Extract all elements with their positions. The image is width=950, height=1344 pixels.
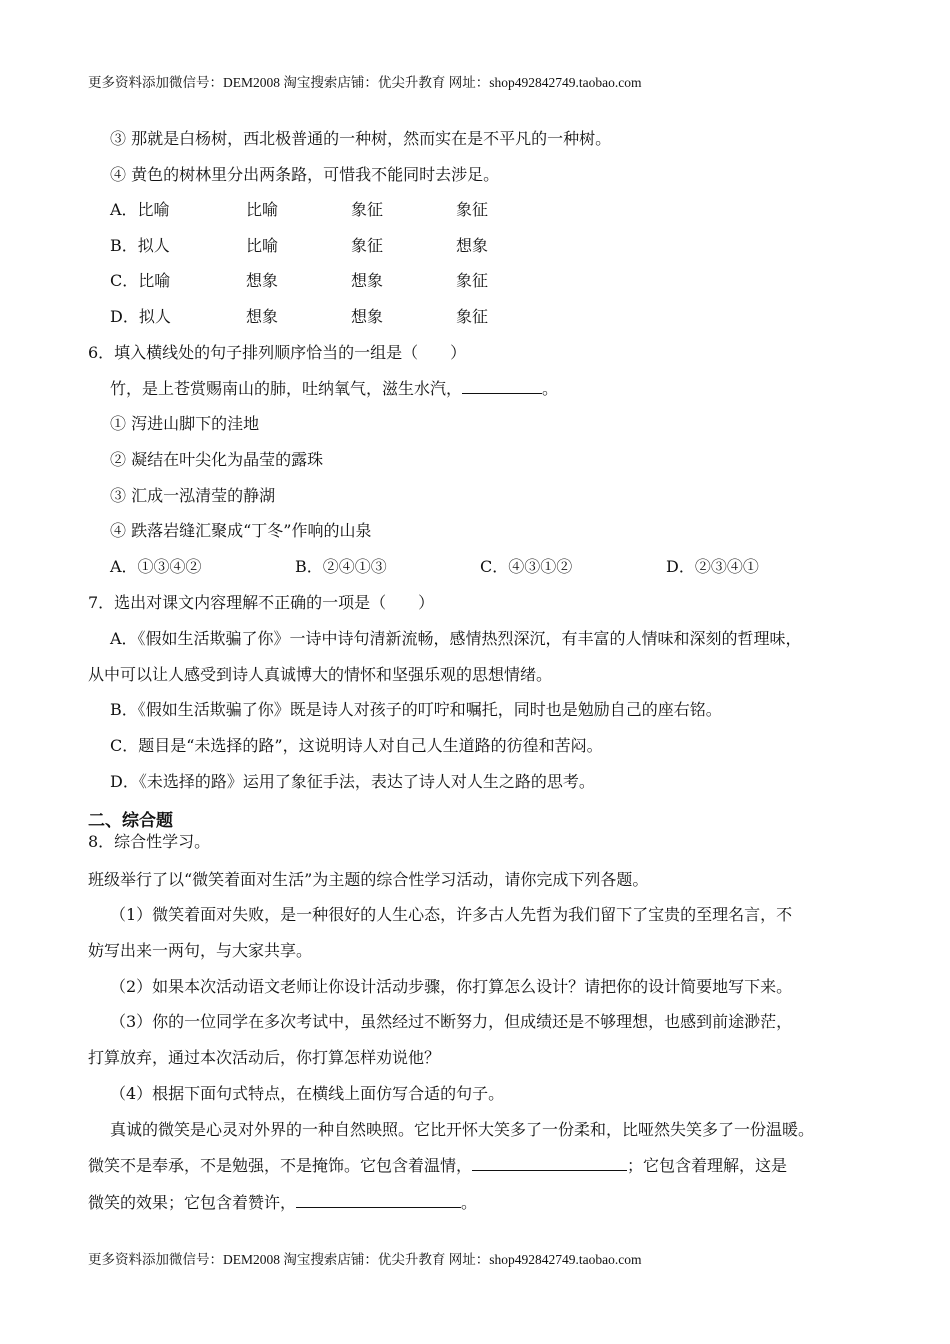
q7-stem: 7．选出对课文内容理解不正确的一项是（ ） <box>88 593 435 612</box>
q8-blank-2[interactable] <box>296 1193 461 1208</box>
q8-part-3: （3）你的一位同学在多次考试中，虽然经过不断努力，但成绩还是不够理想，也感到前途渺茫， <box>110 1012 793 1031</box>
q5-option-a-4: 象征 <box>456 200 489 219</box>
q5-option-a-2: 比喻 <box>246 200 279 219</box>
q5-option-b-4: 想象 <box>456 236 489 255</box>
page-footer: 更多资料添加微信号：DEM2008 淘宝搜索店铺：优尖升教育 网址：shop492842749.taobao.com <box>88 1252 642 1267</box>
q8-text-2-pre: 微笑不是奉承，不是勉强，不是掩饰。它包含着温情， <box>88 1156 473 1175</box>
q5-option-c-3: 想象 <box>351 271 384 290</box>
q8-text-3 <box>88 1193 477 1213</box>
q8-intro: 班级举行了以“微笑着面对生活”为主题的综合性学习活动，请你完成下列各题。 <box>88 870 649 889</box>
q8-part-4: （4）根据下面句式特点，在横线上面仿写合适的句子。 <box>110 1084 505 1103</box>
q8-text-2-post: ；它包含着理解，这是 <box>627 1156 788 1175</box>
q6-sentence-end: 。 <box>542 379 559 398</box>
q8-part-1-cont: 妨写出来一两句，与大家共享。 <box>88 941 313 960</box>
q6-item-3: ③ 汇成一泓清莹的静湖 <box>110 486 276 505</box>
q8-part-3-cont: 打算放弃，通过本次活动后，你打算怎样劝说他？ <box>88 1048 441 1067</box>
q6-option-b[interactable]: B．②④①③ <box>295 557 387 576</box>
q5-option-c-4: 象征 <box>456 271 489 290</box>
q8-text-3-pre: 微笑的效果；它包含着赞许， <box>88 1193 297 1212</box>
q5-option-b-3: 象征 <box>351 236 384 255</box>
q5-option-d-3: 想象 <box>351 307 384 326</box>
q5-option-a[interactable]: A．比喻 <box>110 200 170 219</box>
q7-option-a-cont: 从中可以让人感受到诗人真诚博大的情怀和坚强乐观的思想情绪。 <box>88 665 553 684</box>
q7-option-c[interactable]: C．题目是“未选择的路”，这说明诗人对自己人生道路的彷徨和苦闷。 <box>110 736 603 755</box>
q8-stem: 8．综合性学习。 <box>88 832 211 851</box>
q5-option-b[interactable]: B．拟人 <box>110 236 170 255</box>
q6-sentence <box>110 379 558 399</box>
q8-part-1: （1）微笑着面对失败，是一种很好的人生心态，许多古人先哲为我们留下了宝贵的至理名言，不 <box>110 905 793 924</box>
q5-option-d[interactable]: D．拟人 <box>110 307 171 326</box>
q6-item-4: ④ 跌落岩缝汇聚成“丁冬”作响的山泉 <box>110 521 372 540</box>
q5-item-4: ④ 黄色的树林里分出两条路，可惜我不能同时去涉足。 <box>110 165 500 184</box>
q7-option-d[interactable]: D．《未选择的路》运用了象征手法，表达了诗人对人生之路的思考。 <box>110 772 595 791</box>
q6-item-1: ① 泻进山脚下的洼地 <box>110 414 260 433</box>
q7-option-b[interactable]: B．《假如生活欺骗了你》既是诗人对孩子的叮咛和嘱托，同时也是勉励自己的座右铭。 <box>110 700 722 719</box>
q8-part-2: （2）如果本次活动语文老师让你设计活动步骤，你打算怎么设计？请把你的设计简要地写下来。 <box>110 977 793 996</box>
q5-option-a-3: 象征 <box>351 200 384 219</box>
q6-option-a[interactable]: A．①③④② <box>110 557 202 576</box>
q6-blank[interactable] <box>462 379 542 394</box>
q5-option-c[interactable]: C．比喻 <box>110 271 171 290</box>
q5-option-c-2: 想象 <box>246 271 279 290</box>
q7-option-a[interactable]: A．《假如生活欺骗了你》一诗中诗句清新流畅，感情热烈深沉，有丰富的人情味和深刻的哲理味， <box>110 629 802 648</box>
section-title: 二、综合题 <box>88 811 173 831</box>
page-header: 更多资料添加微信号：DEM2008 淘宝搜索店铺：优尖升教育 网址：shop492842749.taobao.com <box>88 75 642 90</box>
q6-option-d[interactable]: D．②③④① <box>666 557 759 576</box>
q5-option-d-4: 象征 <box>456 307 489 326</box>
q8-text-2 <box>88 1156 787 1176</box>
q8-text-3-post: 。 <box>461 1193 478 1212</box>
q5-option-d-2: 想象 <box>246 307 279 326</box>
q5-option-b-2: 比喻 <box>246 236 279 255</box>
q6-option-c[interactable]: C．④③①② <box>480 557 573 576</box>
q5-item-3: ③ 那就是白杨树，西北极普通的一种树，然而实在是不平凡的一种树。 <box>110 129 612 148</box>
q6-item-2: ② 凝结在叶尖化为晶莹的露珠 <box>110 450 324 469</box>
q8-text-1: 真诚的微笑是心灵对外界的一种自然映照。它比开怀大笑多了一份柔和，比哑然失笑多了一份温暖。 <box>110 1120 815 1139</box>
q6-stem: 6．填入横线处的句子排列顺序恰当的一组是（ ） <box>88 343 467 362</box>
q8-blank-1[interactable] <box>472 1156 627 1171</box>
q6-sentence-text: 竹，是上苍赏赐南山的肺，吐纳氧气，滋生水汽， <box>110 379 463 398</box>
